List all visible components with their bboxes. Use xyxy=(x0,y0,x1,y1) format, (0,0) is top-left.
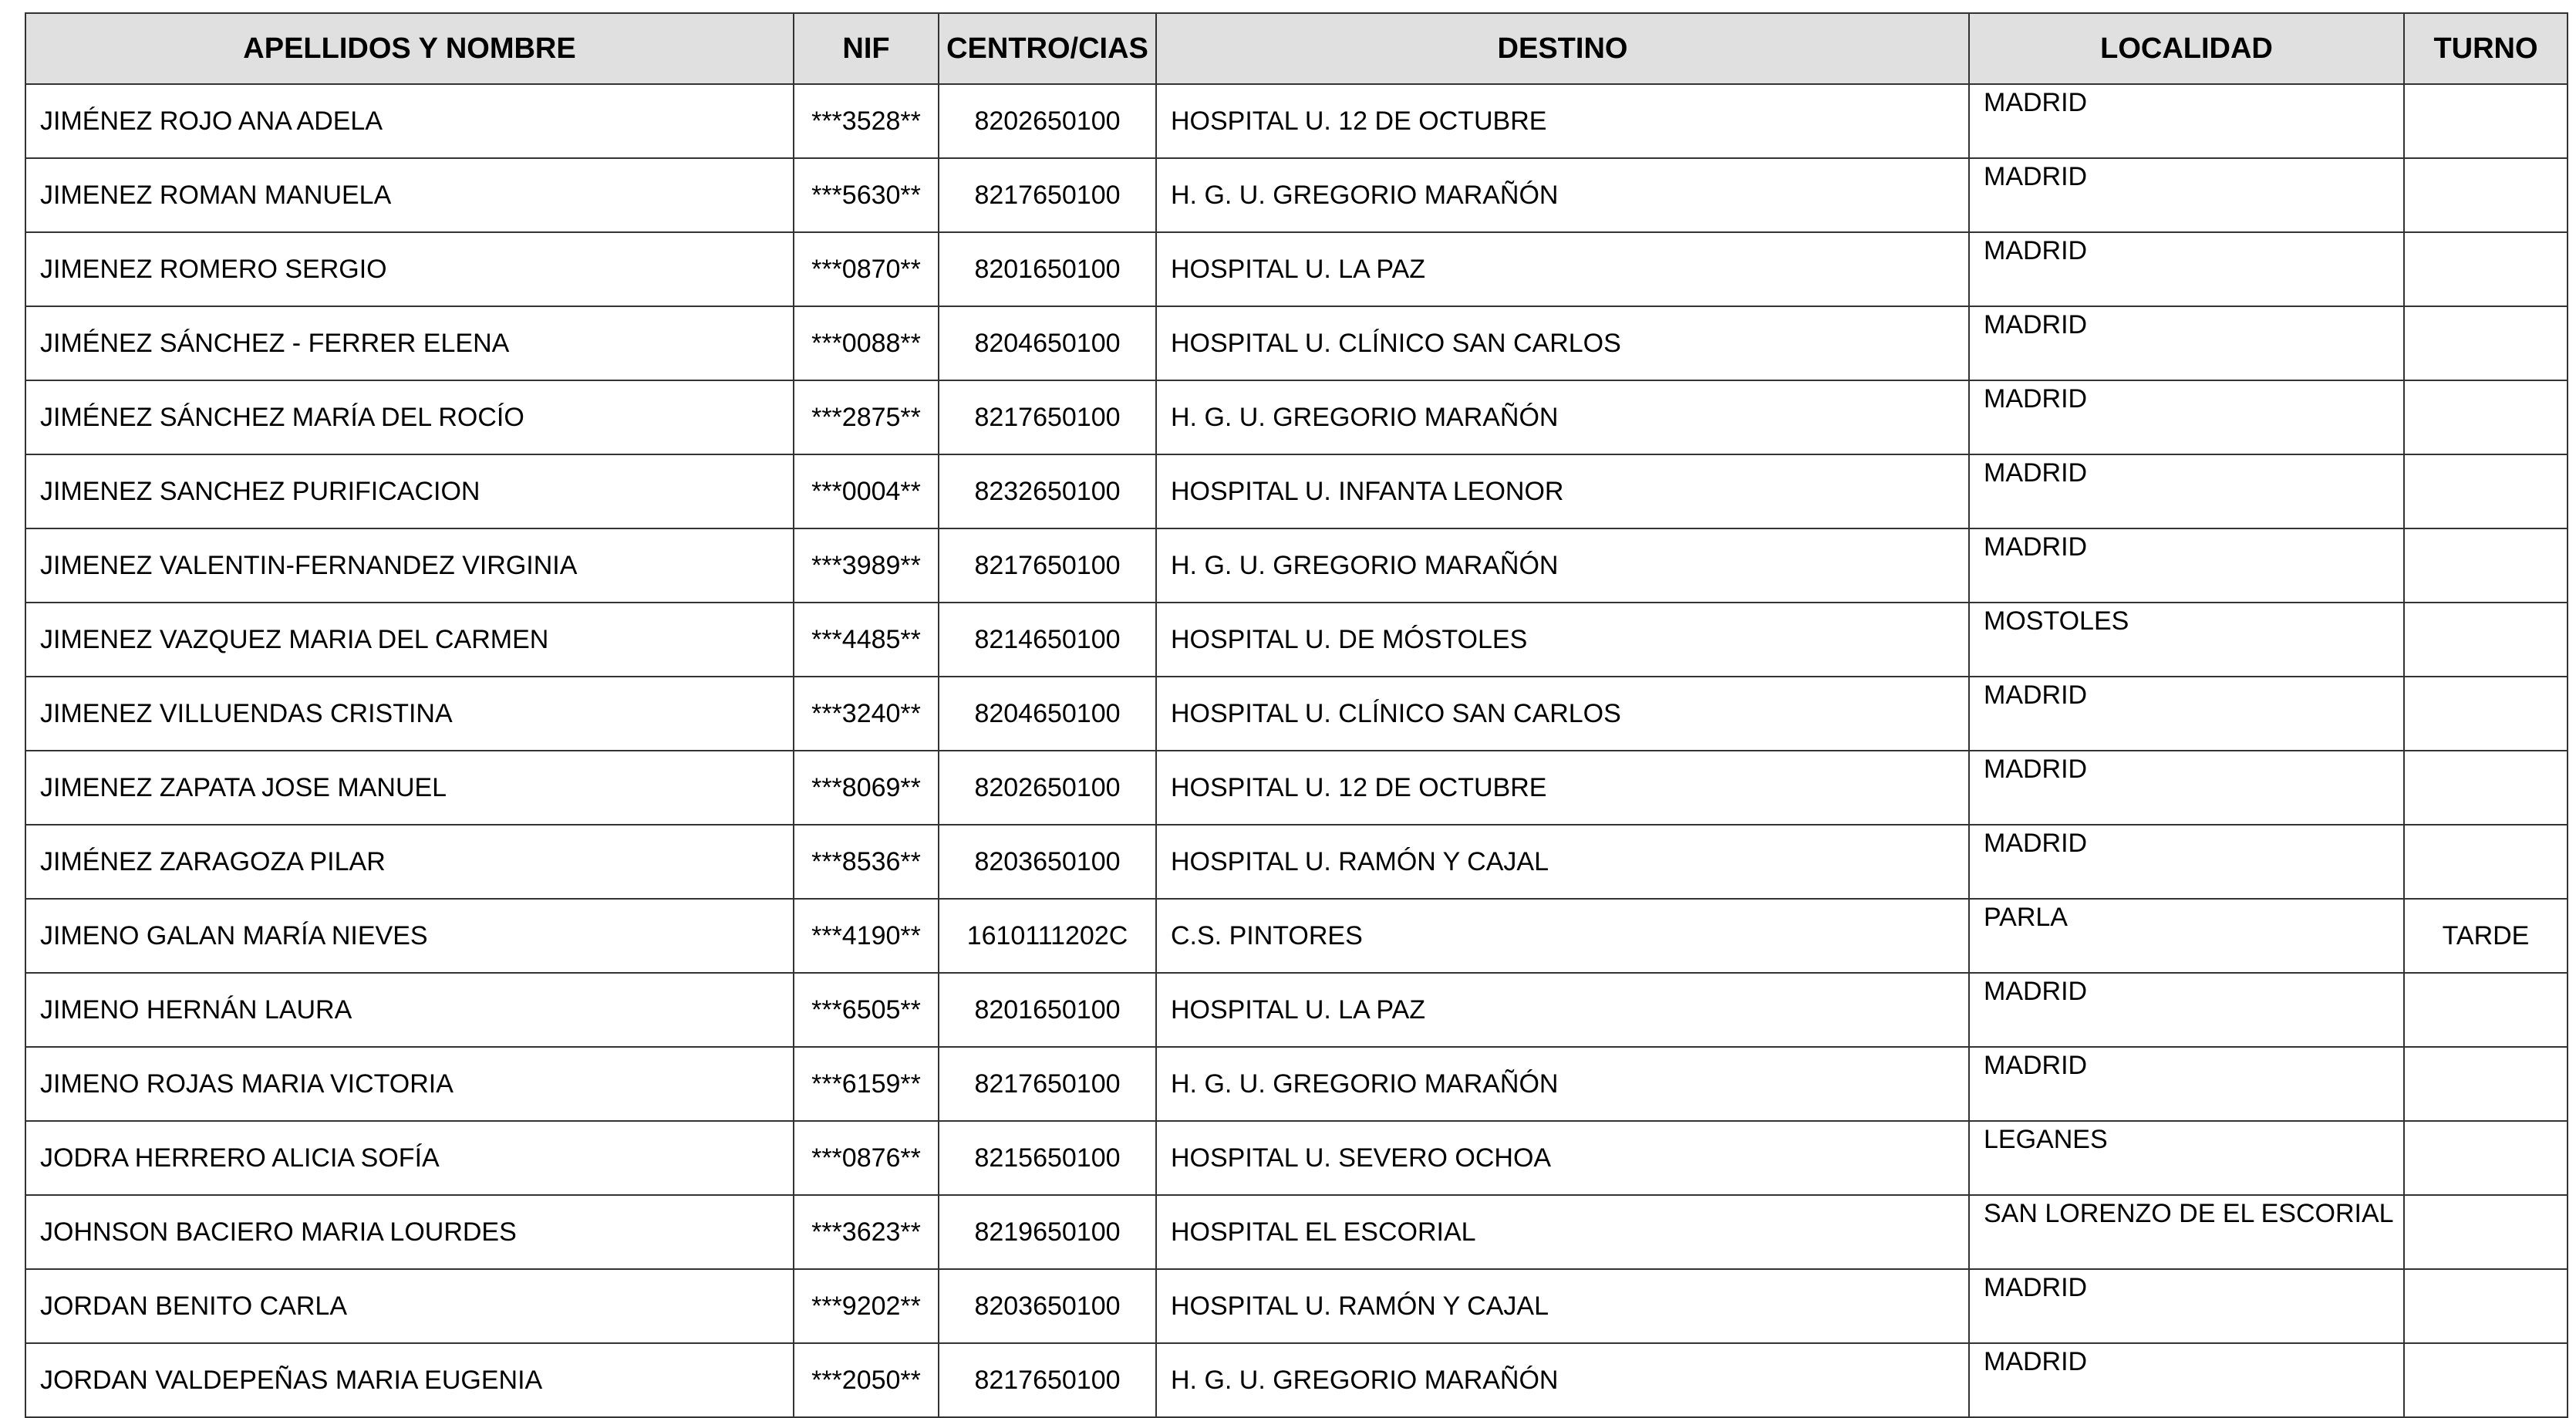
cell-nif: ***5630** xyxy=(794,158,939,232)
cell-destino: HOSPITAL U. CLÍNICO SAN CARLOS xyxy=(1156,306,1969,380)
cell-nif: ***3989** xyxy=(794,528,939,603)
cell-localidad: MADRID xyxy=(1969,306,2404,380)
cell-nombre: JOHNSON BACIERO MARIA LOURDES xyxy=(25,1195,794,1269)
table-row xyxy=(25,528,2568,603)
table-row xyxy=(25,751,2568,825)
cell-cias: 8217650100 xyxy=(939,528,1156,603)
cell-nif: ***2875** xyxy=(794,380,939,454)
cell-localidad: MADRID xyxy=(1969,1343,2404,1417)
cell-destino: HOSPITAL U. LA PAZ xyxy=(1156,232,1969,306)
cell-destino: H. G. U. GREGORIO MARAÑÓN xyxy=(1156,1047,1969,1121)
cell-nombre: JORDAN VALDEPEÑAS MARIA EUGENIA xyxy=(25,1343,794,1417)
cell-cias: 8217650100 xyxy=(939,1047,1156,1121)
cell-turno xyxy=(2404,454,2568,528)
cell-nif: ***9202** xyxy=(794,1269,939,1343)
cell-turno xyxy=(2404,1269,2568,1343)
header-turno: TURNO xyxy=(2404,13,2568,84)
cell-turno xyxy=(2404,84,2568,158)
cell-turno xyxy=(2404,603,2568,677)
header-row xyxy=(25,13,2568,84)
table-row xyxy=(25,1121,2568,1195)
cell-localidad: MADRID xyxy=(1969,528,2404,603)
table-row xyxy=(25,158,2568,232)
header-destino: DESTINO xyxy=(1156,13,1969,84)
cell-nombre: JIMENO ROJAS MARIA VICTORIA xyxy=(25,1047,794,1121)
cell-nif: ***3528** xyxy=(794,84,939,158)
cell-nif: ***4485** xyxy=(794,603,939,677)
cell-nif: ***3623** xyxy=(794,1195,939,1269)
cell-cias: 8217650100 xyxy=(939,158,1156,232)
cell-destino: HOSPITAL U. DE MÓSTOLES xyxy=(1156,603,1969,677)
header-nif: NIF xyxy=(794,13,939,84)
table-row xyxy=(25,1047,2568,1121)
cell-nombre: JORDAN BENITO CARLA xyxy=(25,1269,794,1343)
cell-turno xyxy=(2404,232,2568,306)
table-row xyxy=(25,603,2568,677)
cell-destino: H. G. U. GREGORIO MARAÑÓN xyxy=(1156,1343,1969,1417)
table-row xyxy=(25,380,2568,454)
cell-cias: 8202650100 xyxy=(939,84,1156,158)
table-row xyxy=(25,306,2568,380)
cell-localidad: MOSTOLES xyxy=(1969,603,2404,677)
cell-destino: HOSPITAL U. LA PAZ xyxy=(1156,973,1969,1047)
table-body xyxy=(25,84,2568,1417)
header-cias: CENTRO/CIAS xyxy=(939,13,1156,84)
cell-turno xyxy=(2404,677,2568,751)
cell-nombre: JIMENEZ ROMERO SERGIO xyxy=(25,232,794,306)
cell-localidad: MADRID xyxy=(1969,380,2404,454)
cell-localidad: MADRID xyxy=(1969,454,2404,528)
header-localidad: LOCALIDAD xyxy=(1969,13,2404,84)
cell-cias: 8201650100 xyxy=(939,232,1156,306)
cell-turno xyxy=(2404,751,2568,825)
cell-destino: HOSPITAL U. RAMÓN Y CAJAL xyxy=(1156,825,1969,899)
cell-nombre: JIMÉNEZ SÁNCHEZ - FERRER ELENA xyxy=(25,306,794,380)
cell-nombre: JIMENEZ VAZQUEZ MARIA DEL CARMEN xyxy=(25,603,794,677)
cell-localidad: MADRID xyxy=(1969,751,2404,825)
cell-destino: H. G. U. GREGORIO MARAÑÓN xyxy=(1156,380,1969,454)
table-row xyxy=(25,1343,2568,1417)
cell-turno xyxy=(2404,1047,2568,1121)
cell-destino: H. G. U. GREGORIO MARAÑÓN xyxy=(1156,158,1969,232)
table-row xyxy=(25,677,2568,751)
table-row xyxy=(25,1269,2568,1343)
cell-nif: ***0870** xyxy=(794,232,939,306)
cell-nombre: JIMENEZ SANCHEZ PURIFICACION xyxy=(25,454,794,528)
cell-cias: 8201650100 xyxy=(939,973,1156,1047)
cell-destino: HOSPITAL EL ESCORIAL xyxy=(1156,1195,1969,1269)
table-row xyxy=(25,899,2568,973)
cell-nif: ***6505** xyxy=(794,973,939,1047)
cell-localidad: MADRID xyxy=(1969,84,2404,158)
cell-localidad: SAN LORENZO DE EL ESCORIAL xyxy=(1969,1195,2404,1269)
cell-nombre: JIMÉNEZ SÁNCHEZ MARÍA DEL ROCÍO xyxy=(25,380,794,454)
cell-nif: ***0004** xyxy=(794,454,939,528)
cell-turno xyxy=(2404,306,2568,380)
cell-destino: HOSPITAL U. SEVERO OCHOA xyxy=(1156,1121,1969,1195)
cell-destino: HOSPITAL U. 12 DE OCTUBRE xyxy=(1156,84,1969,158)
cell-turno xyxy=(2404,1343,2568,1417)
cell-turno: TARDE xyxy=(2404,899,2568,973)
cell-nombre: JIMENEZ ZAPATA JOSE MANUEL xyxy=(25,751,794,825)
cell-cias: 8215650100 xyxy=(939,1121,1156,1195)
table-row xyxy=(25,973,2568,1047)
cell-localidad: PARLA xyxy=(1969,899,2404,973)
cell-destino: HOSPITAL U. RAMÓN Y CAJAL xyxy=(1156,1269,1969,1343)
table-header xyxy=(25,13,2568,84)
cell-turno xyxy=(2404,973,2568,1047)
cell-nif: ***4190** xyxy=(794,899,939,973)
cell-destino: HOSPITAL U. 12 DE OCTUBRE xyxy=(1156,751,1969,825)
header-nombre: APELLIDOS Y NOMBRE xyxy=(25,13,794,84)
cell-nombre: JIMENO HERNÁN LAURA xyxy=(25,973,794,1047)
cell-cias: 8214650100 xyxy=(939,603,1156,677)
cell-cias: 8217650100 xyxy=(939,1343,1156,1417)
cell-cias: 8202650100 xyxy=(939,751,1156,825)
cell-localidad: MADRID xyxy=(1969,825,2404,899)
cell-localidad: LEGANES xyxy=(1969,1121,2404,1195)
cell-turno xyxy=(2404,1121,2568,1195)
cell-nombre: JIMÉNEZ ROJO ANA ADELA xyxy=(25,84,794,158)
cell-turno xyxy=(2404,158,2568,232)
cell-cias: 8219650100 xyxy=(939,1195,1156,1269)
cell-nif: ***6159** xyxy=(794,1047,939,1121)
cell-cias: 8232650100 xyxy=(939,454,1156,528)
cell-destino: HOSPITAL U. CLÍNICO SAN CARLOS xyxy=(1156,677,1969,751)
cell-nif: ***0876** xyxy=(794,1121,939,1195)
table-row xyxy=(25,825,2568,899)
cell-nif: ***2050** xyxy=(794,1343,939,1417)
cell-nif: ***3240** xyxy=(794,677,939,751)
cell-cias: 1610111202C xyxy=(939,899,1156,973)
cell-nif: ***8069** xyxy=(794,751,939,825)
cell-localidad: MADRID xyxy=(1969,1047,2404,1121)
assignment-table xyxy=(25,12,2568,1418)
cell-turno xyxy=(2404,825,2568,899)
cell-nombre: JODRA HERRERO ALICIA SOFÍA xyxy=(25,1121,794,1195)
cell-destino: HOSPITAL U. INFANTA LEONOR xyxy=(1156,454,1969,528)
cell-localidad: MADRID xyxy=(1969,973,2404,1047)
cell-nombre: JIMENEZ VILLUENDAS CRISTINA xyxy=(25,677,794,751)
cell-localidad: MADRID xyxy=(1969,232,2404,306)
cell-cias: 8204650100 xyxy=(939,677,1156,751)
cell-localidad: MADRID xyxy=(1969,158,2404,232)
cell-turno xyxy=(2404,380,2568,454)
cell-nombre: JIMENO GALAN MARÍA NIEVES xyxy=(25,899,794,973)
cell-destino: H. G. U. GREGORIO MARAÑÓN xyxy=(1156,528,1969,603)
table-row xyxy=(25,454,2568,528)
cell-nombre: JIMENEZ VALENTIN-FERNANDEZ VIRGINIA xyxy=(25,528,794,603)
cell-nombre: JIMÉNEZ ZARAGOZA PILAR xyxy=(25,825,794,899)
cell-cias: 8203650100 xyxy=(939,825,1156,899)
cell-nombre: JIMENEZ ROMAN MANUELA xyxy=(25,158,794,232)
cell-cias: 8204650100 xyxy=(939,306,1156,380)
cell-destino: C.S. PINTORES xyxy=(1156,899,1969,973)
cell-cias: 8217650100 xyxy=(939,380,1156,454)
cell-turno xyxy=(2404,528,2568,603)
cell-turno xyxy=(2404,1195,2568,1269)
table-row xyxy=(25,84,2568,158)
cell-localidad: MADRID xyxy=(1969,677,2404,751)
cell-localidad: MADRID xyxy=(1969,1269,2404,1343)
cell-nif: ***0088** xyxy=(794,306,939,380)
table-row xyxy=(25,1195,2568,1269)
table-row xyxy=(25,232,2568,306)
cell-cias: 8203650100 xyxy=(939,1269,1156,1343)
cell-nif: ***8536** xyxy=(794,825,939,899)
